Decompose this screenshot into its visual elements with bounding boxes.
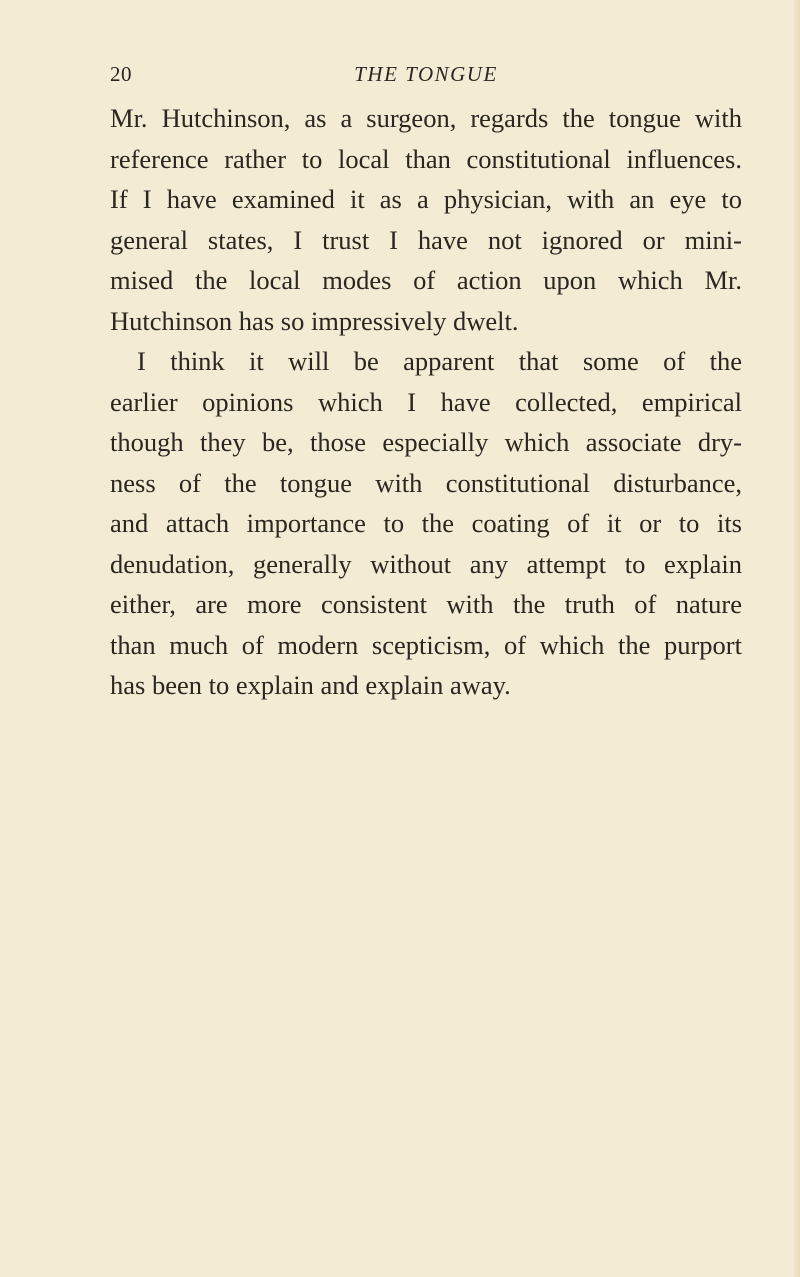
text-line: denudation, generally without any attempt to explain — [110, 548, 742, 579]
running-head — [110, 62, 742, 92]
body-text — [110, 98, 742, 706]
text-line: I think it will be apparent that some of the — [137, 346, 742, 376]
text-line: than much of modern scepticism, of which the purport — [110, 629, 742, 660]
text-line: and attach importance to the coating of it or to its — [110, 508, 742, 538]
text-line: ness of the tongue with constitutional disturbance, — [110, 467, 742, 498]
text-line: mised the local modes of action upon which Mr. — [110, 265, 742, 295]
text-line: though they be, those especially which associate dry- — [110, 427, 742, 457]
page-number: 20 — [110, 62, 132, 86]
text-line: earlier opinions which I have collected, empirical — [110, 386, 742, 417]
text-line: Mr. Hutchinson, as a surgeon, regards the tongue with — [110, 103, 742, 133]
text-line: reference rather to local than constitutional influences. — [110, 143, 742, 174]
page-edge-shadow — [794, 0, 800, 1277]
text-line: If I have examined it as a physician, with an eye to — [110, 184, 742, 214]
text-line: Hutchinson has so impressively dwelt. — [110, 305, 519, 336]
text-line: either, are more consistent with the truth of nature — [110, 589, 742, 619]
text-line: has been to explain and explain away. — [110, 670, 511, 700]
running-title: THE TONGUE — [354, 62, 498, 86]
text-line: general states, I trust I have not ignored or mini- — [110, 224, 742, 255]
